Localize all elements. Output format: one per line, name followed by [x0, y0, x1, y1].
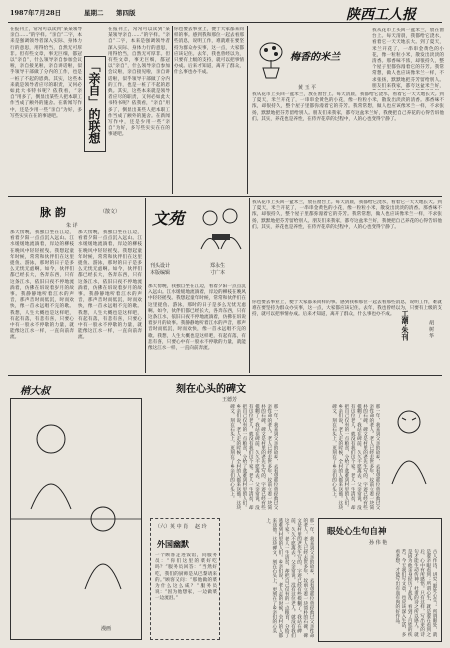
zoufang-body: 一个顾客走进饭馆，问服务员：“你们这里的菜好吃吗？”服务员回答：“当然好吃，我们的厨师是从巴黎请来的。”顾客又问：“那他做的菜为什么这么咸？”服务员说：“因为他想家，一边做菜一边流泪。”	[155, 553, 217, 602]
yinxiang-title: 眼处心生句自神	[327, 527, 387, 537]
meixiang-title: 梅香的米兰	[290, 52, 340, 63]
workers-illustration	[196, 204, 246, 254]
small-caption-by: 赵 玲	[195, 524, 207, 530]
lianxiang-body-2: 在报刊上，常常可以读到“某某领导亲自……”的字样。“亲自”二字，本来是强调领导者深入实际、身体力行的意思，用得恰当，自然无可厚非。但有些文章，事无巨细，都冠以“亲自”，什么领导亲自参加会议啦，亲自接见啦，亲自讲话啦，似乎领导干部做了分内的工作，也是一桩了不起的恩典。其实，这些本来就是领导者应尽的职责，又何必如此大书特书呢？依我看，“亲自”用多了，倒显出某些人把本职工作当成了额外的施舍。在新闻写作中，还是少用一些“亲自”为好，多写些实实在在的事迹吧。	[108, 27, 170, 138]
small-caption-label: （六）英 中 肖	[155, 524, 189, 530]
zoufang-title: 外国幽默	[157, 539, 189, 549]
lianxiang-right-col: 你也要去事业上，便于大家都来同样的事。感到我和那位一起去看那些消息，说明工作，难就难在要坚持为群众办实事，这一点，大家都应该记住。去年，我也曾经以为，只要有上级的支持，就可以把事情办成。后来才知道，离开了群众，什么事也办不成。	[174, 27, 244, 76]
kezai-lower: 那一年，我来到父亲的故乡，去看望那位曾经救过父亲性命的老人。老人已经去世多年，坟前立着一块简朴的石碑，碑文是村里的老先生写的，字迹已经有些模糊了。我站在碑前，久久不愿离去。父亲常说，没有这位老人，就没有我们这个家。老人一生清贫，却把自己仅有的一点粮食，分给了逃难到村里的人们。乡亲们说，老人走的时候，全村的人都来送他。这块碑文，刻在石头上，更刻在了乡亲们的心头上。	[265, 518, 314, 638]
yinxiang-body: 古人作诗，讲究“眼处心生”。所谓眼处，就是要亲眼看到；所谓心生，就是要在看到之后，心中有所感悟。只有这样，写出来的诗句才能生动传神。杜甫的诗之所以感人，就是因为他亲身经历了战乱，看到了百姓的疾苦。今天我们写文章，也应该深入生活，多看多想，才能写出有血有肉的好作品。	[394, 549, 437, 637]
wenyuan-banner	[148, 200, 248, 260]
meixiang-header	[250, 30, 370, 86]
yinxiang-box	[318, 518, 442, 642]
cartoon-figures	[11, 399, 141, 639]
small-caption-box	[150, 518, 220, 640]
kezai-author: 王德芳	[222, 397, 238, 403]
wenyuan-credits	[148, 262, 248, 282]
meixiang-author: 黄 玉 平	[298, 85, 317, 91]
yunluo-genre: （散文）	[100, 209, 121, 215]
caption-design-by: 本版编辑	[150, 270, 171, 276]
side-vertical-author: 胡 树 华	[428, 320, 434, 339]
wenyuan-body: 那天傍晚，我独自坐在江边，看着夕阳一点点沉入远山。江水缓缓地流淌着，岸边的柳枝在晚风中轻轻摇曳。我想起童年时候，常常和伙伴们在这里捉鱼、游泳，那时的日子是多么无忧无虑啊。如今，伙伴们都已经长大，各奔东西，只有这条江水，依旧日夜不停地流淌着，仿佛在诉说着岁月的故事。我静静地听着江水的声音，那声音时而低沉，时而欢快，像一首永远唱不完的歌。我想，人生大概也是这样吧，有起有落，有悲有喜，只要心中有一股永不停歇的力量，就能像这江水一样，一直向前奔流。	[148, 284, 246, 352]
kezai-body: 那一年，我来到父亲的故乡，去看望那位曾经救过父亲性命的老人。老人已经去世多年，坟前立着一块简朴的石碑，碑文是村里的老先生写的，字迹已经有些模糊了。我站在碑前，久久不愿离去。父亲常说，没有这位老人，就没有我们这个家。老人一生清贫，却把自己仅有的一点粮食，分给了逃难到村里的人们。乡亲们说，老人走的时候，全村的人都来送他。这块碑文，刻在石头上，更刻在了乡亲们的心头上。	[229, 404, 278, 510]
masthead	[10, 2, 442, 24]
side-vertical-title: 工潮·朱刊	[401, 310, 410, 341]
meixiang-continue: 我从花市上买回一盆米兰，放在窗台上。每天清晨，我都给它浇水，看着它一天天地长大。到了夏天，米兰开花了，一串串金黄色的小花，像一粒粒小米，散发出淡淡的清香。那香味不浓，却很持久，整个屋子里都弥漫着它的芬芳。我常常想，做人也应该像米兰一样，不求张扬，默默地把芬芳留给别人。朋友们来我家，都夸这盆米兰好，我便把自己养花的心得告诉他们。其实，养花也是养性，在侍弄花草的过程中，人的心也变得宁静了。	[252, 200, 442, 230]
page-number: 第四版	[116, 9, 136, 17]
yunluo-author: 朱 详	[66, 223, 78, 229]
yunluo-body: 那天傍晚，我独自坐在江边，看着夕阳一点点沉入远山。江水缓缓地流淌着，岸边的柳枝在晚风中轻轻摇曳。我想起童年时候，常常和伙伴们在这里捉鱼、游泳，那时的日子是多么无忧无虑啊。如今，伙伴们都已经长大，各奔东西，只有这条江水，依旧日夜不停地流淌着，仿佛在诉说着岁月的故事。我静静地听着江水的声音，那声音时而低沉，时而欢快，像一首永远唱不完的歌。我想，人生大概也是这样吧，有起有落，有悲有喜，只要心中有一股永不停歇的力量，就能像这江水一样，一直向前奔流。	[10, 230, 74, 341]
cartoon-title: 梢大叔	[20, 386, 50, 397]
caption-editor: 郑永生	[210, 263, 226, 269]
caption-editor-by: 寸广本	[210, 270, 226, 276]
cartoon-panel	[10, 398, 142, 640]
newspaper-name: 陕西工人报	[346, 7, 416, 23]
lianxiang-title: 「亲自」的联想	[87, 60, 101, 144]
lianxiang-body: 在报刊上，常常可以读到“某某领导亲自……”的字样。“亲自”二字，本来是强调领导者深入实际、身体力行的意思，用得恰当，自然无可厚非。但有些文章，事无巨细，都冠以“亲自”，什么领导亲自参加会议啦，亲自接见啦，亲自讲话啦，似乎领导干部做了分内的工作，也是一桩了不起的恩典。其实，这些本来就是领导者应尽的职责，又何必如此大书特书呢？依我看，“亲自”用多了，倒显出某些人把本职工作当成了额外的施舍。在新闻写作中，还是少用一些“亲自”为好，多写些实实在在的事迹吧。	[10, 27, 82, 119]
issue-weekday: 星期二	[84, 9, 104, 17]
kezai-body-2: 那一年，我来到父亲的故乡，去看望那位曾经救过父亲性命的老人。老人已经去世多年，坟前立着一块简朴的石碑，碑文是村里的老先生写的，字迹已经有些模糊了。我站在碑前，久久不愿离去。父亲常说，没有这位老人，就没有我们这个家。老人一生清贫，却把自己仅有的一点粮食，分给了逃难到村里的人们。乡亲们说，老人走的时候，全村的人都来送他。这块碑文，刻在石头上，更刻在了乡亲们的心头上。	[331, 404, 380, 510]
meixiang-continue-2: 你也要去事业上，便于大家都来同样的事。感到我和那位一起去看那些消息，说明工作，难就难在要坚持为群众办实事，这一点，大家都应该记住。去年，我也曾经以为，只要有上级的支持，就可以把事情办成。后来才知道，离开了群众，什么事也办不成。	[252, 300, 442, 318]
issue-date: 1987年7月28日	[10, 9, 62, 17]
meixiang-body: 我从花市上买回一盆米兰，放在窗台上。每天清晨，我都给它浇水，看着它一天天地长大。到了夏天，米兰开花了，一串串金黄色的小花，像一粒粒小米，散发出淡淡的清香。那香味不浓，却很持久，整个屋子里都弥漫着它的芬芳。我常常想，做人也应该像米兰一样，不求张扬，默默地把芬芳留给别人。朋友们来我家，都夸这盆米兰好，我便把自己养花的心得告诉他们。其实，养花也是养性，在侍弄花草的过程中，人的心也变得宁静了。	[252, 92, 444, 122]
potted-plant-icon	[254, 40, 288, 80]
yunluo-title: 脉 韵	[40, 206, 66, 219]
caption-design: 刊头设计	[150, 263, 171, 269]
cartoon-caption: 漫画	[101, 626, 112, 632]
yunluo-body-2: 那天傍晚，我独自坐在江边，看着夕阳一点点沉入远山。江水缓缓地流淌着，岸边的柳枝在晚风中轻轻摇曳。我想起童年时候，常常和伙伴们在这里捉鱼、游泳，那时的日子是多么无忧无虑啊。如今，伙伴们都已经长大，各奔东西，只有这条江水，依旧日夜不停地流淌着，仿佛在诉说着岁月的故事。我静静地听着江水的声音，那声音时而低沉，时而欢快，像一首永远唱不完的歌。我想，人生大概也是这样吧，有起有落，有悲有喜，只要心中有一股永不停歇的力量，就能像这江水一样，一直向前奔流。	[78, 230, 142, 341]
lianxiang-title-box	[84, 56, 106, 152]
yinxiang-author: 孙 伟 艳	[369, 540, 388, 546]
yunluo-header	[10, 200, 140, 222]
kezai-title: 刻在心头的碑文	[176, 384, 246, 395]
meixiang-body-top: 我从花市上买回一盆米兰，放在窗台上。每天清晨，我都给它浇水，看着它一天天地长大。到了夏天，米兰开花了，一串串金黄色的小花，像一粒粒小米，散发出淡淡的清香。那香味不浓，却很持久，整个屋子里都弥漫着它的芬芳。我常常想，做人也应该像米兰一样，不求张扬，默默地把芬芳留给别人。朋友们来我家，都夸这盆米兰好，	[372, 28, 444, 89]
wenyuan-heading: 文苑	[152, 209, 185, 228]
portrait-sketch	[384, 404, 434, 494]
